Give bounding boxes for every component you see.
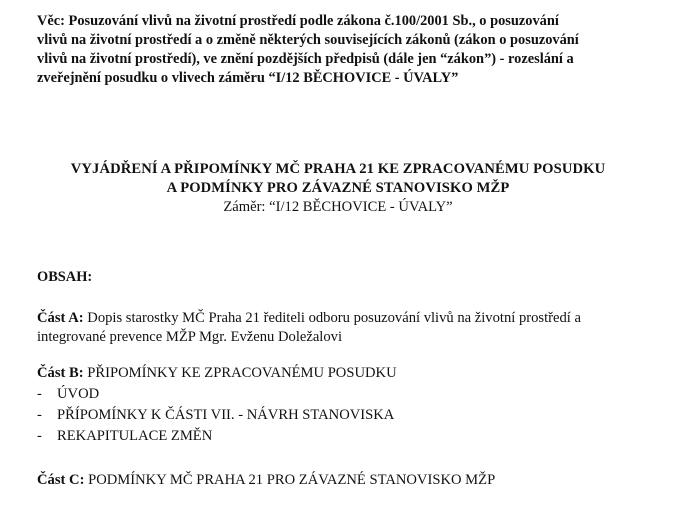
list-item: - ÚVOD bbox=[37, 386, 100, 402]
contents-heading: OBSAH: bbox=[37, 269, 93, 285]
section-label: REKAPITULACE ZMĚN bbox=[57, 428, 213, 444]
part-b-label: Část B: bbox=[37, 365, 84, 381]
subject-line: vlivů na životní prostředí a o změně některých souvisejících zákonů (zákon o posuzování bbox=[37, 32, 579, 48]
project-name: Záměr: “I/12 BĚCHOVICE - ÚVALY” bbox=[223, 199, 453, 215]
section-label: PŘÍPOMÍNKY K ČÁSTI VII. - NÁVRH STANOVISKA bbox=[57, 407, 395, 423]
contents-part-a bbox=[37, 309, 649, 347]
subject-paragraph bbox=[37, 12, 643, 88]
part-a-text-continued: integrované prevence MŽP Mgr. Evženu Doležalovi bbox=[37, 329, 343, 345]
document-title bbox=[0, 160, 676, 217]
title-line-2: A PODMÍNKY PRO ZÁVAZNÉ STANOVISKO MŽP bbox=[166, 180, 510, 196]
list-item: - REKAPITULACE ZMĚN bbox=[37, 428, 213, 444]
part-c-label: Část C: bbox=[37, 472, 85, 488]
part-b-text: PŘIPOMÍNKY KE ZPRACOVANÉMU POSUDKU bbox=[83, 365, 397, 381]
subject-line: zveřejnění posudku o vlivech záměru “I/12 BĚCHOVICE - ÚVALY” bbox=[37, 70, 459, 86]
section-label: ÚVOD bbox=[57, 386, 100, 402]
part-a-label: Část A: bbox=[37, 310, 84, 326]
contents-part-c bbox=[37, 471, 649, 490]
list-item: - PŘÍPOMÍNKY K ČÁSTI VII. - NÁVRH STANOVISKA bbox=[37, 407, 395, 423]
contents-part-b bbox=[37, 364, 649, 383]
subject-line: Věc: Posuzování vlivů na životní prostředí podle zákona č.100/2001 Sb., o posuzování bbox=[37, 13, 559, 29]
part-c-text: PODMÍNKY MČ PRAHA 21 PRO ZÁVAZNÉ STANOVISKO MŽP bbox=[84, 472, 496, 488]
subject-line: vlivů na životní prostředí), ve znění pozdějších předpisů (dále jen “zákon”) - rozeslání a bbox=[37, 51, 574, 67]
part-a-text: Dopis starostky MČ Praha 21 řediteli odboru posuzování vlivů na životní prostředí a bbox=[83, 310, 581, 326]
title-line-1: VYJÁDŘENÍ A PŘIPOMÍNKY MČ PRAHA 21 KE ZPRACOVANÉMU POSUDKU bbox=[70, 161, 606, 177]
part-b-sections bbox=[37, 384, 394, 447]
